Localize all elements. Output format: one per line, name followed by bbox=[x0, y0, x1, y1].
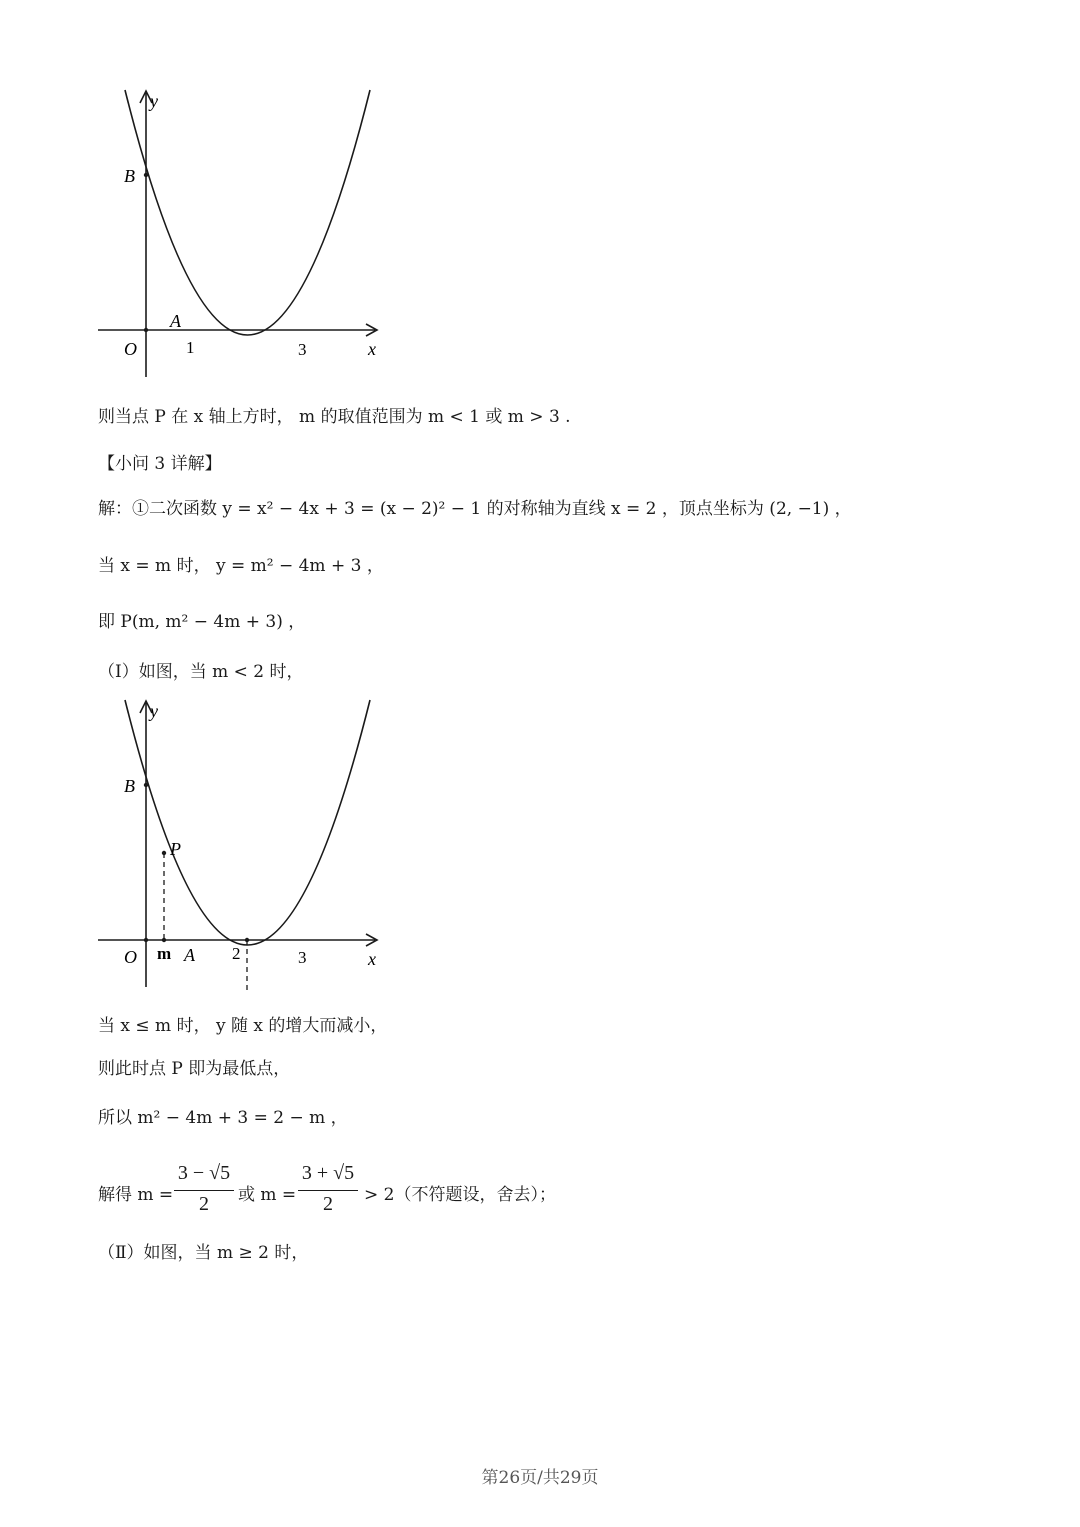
y-axis-label: y bbox=[150, 91, 158, 111]
point-b bbox=[144, 783, 148, 787]
line-point-p: 即 P(m, m² − 4m + 3) ， bbox=[98, 612, 306, 632]
parabola-curve bbox=[125, 90, 370, 335]
fraction-1-denominator: 2 bbox=[199, 1193, 209, 1215]
line-equation: 所以 m² − 4m + 3 = 2 − m ， bbox=[98, 1108, 348, 1128]
x-axis-label: x bbox=[368, 339, 376, 359]
fraction-2-denominator: 2 bbox=[323, 1193, 333, 1215]
label-a: A bbox=[184, 945, 195, 965]
fraction-1 bbox=[174, 1162, 234, 1216]
x-axis-label: x bbox=[368, 949, 376, 969]
parabola-curve bbox=[125, 700, 370, 945]
label-b: B bbox=[124, 776, 135, 796]
label-a: A bbox=[170, 311, 181, 331]
origin-point bbox=[144, 328, 148, 332]
parabola-figure-1 bbox=[90, 85, 400, 395]
page-footer: 第26页/共29页 bbox=[481, 1468, 599, 1488]
label-p: P bbox=[170, 839, 181, 859]
origin-point bbox=[144, 938, 148, 942]
line-lowest-point: 则此时点 P 即为最低点， bbox=[98, 1059, 291, 1079]
fraction-1-numerator: 3 − √5 bbox=[177, 1162, 231, 1184]
solution-prefix: 解得 m = bbox=[98, 1185, 174, 1205]
solution-mid: 或 m = bbox=[238, 1185, 297, 1205]
section-heading: 【小问 3 详解】 bbox=[98, 454, 222, 474]
line-decreasing: 当 x ≤ m 时， y 随 x 的增大而减小， bbox=[98, 1016, 388, 1036]
label-b: B bbox=[124, 166, 135, 186]
point-b bbox=[144, 173, 148, 177]
tick-2: 2 bbox=[232, 944, 241, 963]
fraction-1-bar bbox=[174, 1190, 234, 1191]
line-substitute-m: 当 x = m 时， y = m² − 4m + 3 ， bbox=[98, 556, 384, 576]
label-o: O bbox=[124, 947, 137, 967]
point-2 bbox=[245, 938, 249, 942]
solution-suffix: > 2（不符题设，舍去）； bbox=[364, 1185, 556, 1205]
point-m bbox=[162, 938, 166, 942]
line-symmetry-axis: 解：①二次函数 y = x² − 4x + 3 = (x − 2)² − 1 的对称轴为直线 x = 2 ，顶点坐标为 (2, −1) ， bbox=[98, 499, 852, 519]
fraction-2-bar bbox=[298, 1190, 358, 1191]
point-p bbox=[162, 851, 166, 855]
label-m: m bbox=[157, 944, 172, 963]
line-case-1: （Ⅰ）如图，当 m < 2 时， bbox=[98, 662, 304, 682]
y-axis-label: y bbox=[150, 701, 158, 721]
parabola-figure-2 bbox=[90, 695, 400, 1005]
tick-3: 3 bbox=[298, 340, 307, 359]
line-range-result: 则当点 P 在 x 轴上方时， m 的取值范围为 m < 1 或 m > 3 . bbox=[98, 407, 571, 427]
fraction-2 bbox=[298, 1162, 358, 1216]
line-case-2: （Ⅱ）如图，当 m ≥ 2 时， bbox=[98, 1243, 309, 1263]
tick-3: 3 bbox=[298, 948, 307, 967]
label-o: O bbox=[124, 339, 137, 359]
fraction-2-numerator: 3 + √5 bbox=[301, 1162, 355, 1184]
tick-1: 1 bbox=[186, 338, 195, 357]
